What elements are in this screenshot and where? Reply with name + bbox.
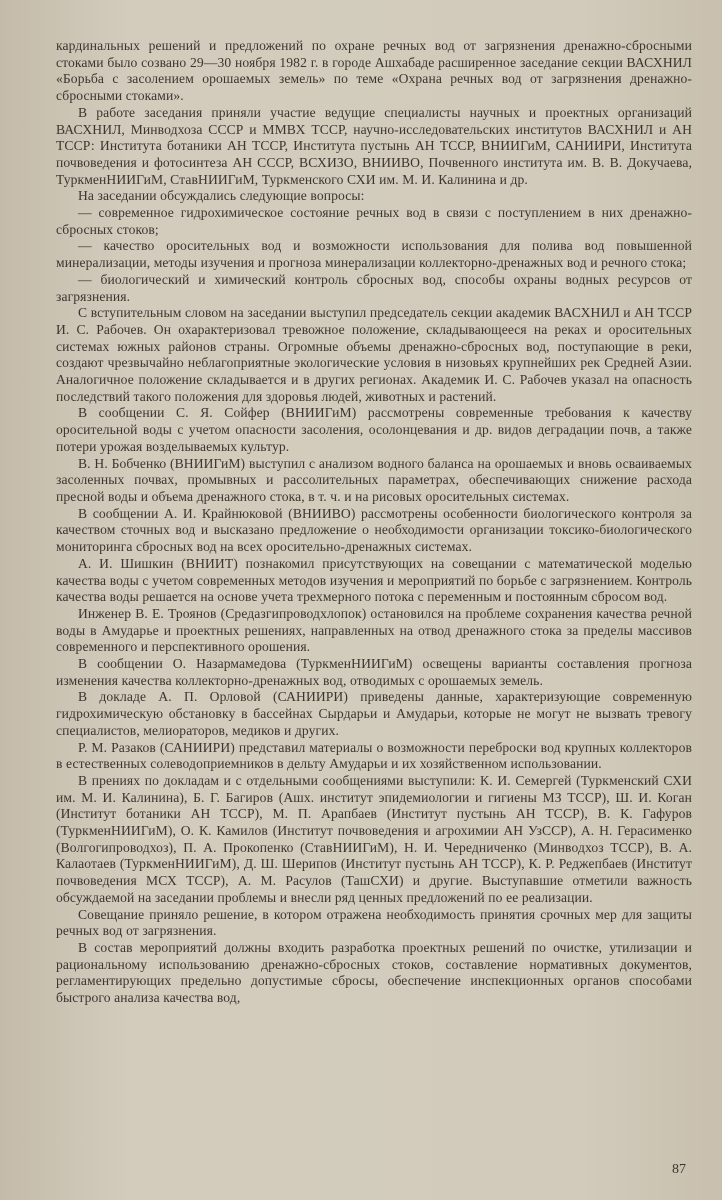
paragraph: Инженер В. Е. Троянов (Средазгипроводхлопок) остановился на проблеме сохранения качества речной воды в Амударье и проектных решениях, направленных на отвод дренажного стока за пределы массивов современного и перспективного орошения.: [56, 605, 692, 655]
list-item: — современное гидрохимическое состояние речных вод в связи с поступлением в них дренажно-сбросных стоков;: [56, 205, 692, 237]
paragraph: В. Н. Бобченко (ВНИИГиМ) выступил с анализом водного баланса на орошаемых и вновь осваиваемых засоленных почвах, промывных и рассолительных параметрах, обеспечивающих снижение расхода пресной воды и объема дренажного стока, в т. ч. и на рисовых оросительных системах.: [56, 455, 692, 504]
list-item: — качество оросительных вод и возможности использования для полива вод повышенной минерализации, методы изучения и прогноза минерализации коллекторно-дренажных вод и речного стока;: [56, 238, 692, 271]
body-text: [56, 38, 692, 1007]
paragraph: В сообщении О. Назармамедова (ТуркменНИИГиМ) освещены варианты составления прогноза изменения качества коллекторно-дренажных вод, отводимых с орошаемых земель.: [56, 656, 692, 688]
paragraph: В докладе А. П. Орловой (САНИИРИ) приведены данные, характеризующие современную гидрохимическую обстановку в бассейнах Сырдарьи и Амударьи, которые не могут не вызвать тревогу специалистов, мелиораторов, медиков и других.: [56, 689, 692, 738]
paragraph: В прениях по докладам и с отдельными сообщениями выступили: К. И. Семергей (Туркменский СХИ им. М. И. Калинина), Б. Г. Багиров (Ашх. институт эпидемиологии и гигиены МЗ ТССР), Ш. И. Коган (Институт ботаники АН ТССР), М. П. Арапбаев (Институт пустынь АН ТССР), В. К. Гафуров (ТуркменНИИГиМ), О. К. Камилов (Институт почвоведения и агрохимии АН УзССР), А. Н. Герасименко (Волгогипроводхоз), П. А. Прокопенко (СтавНИИГиМ), Н. И. Чередниченко (Минводхоз ТССР), В. А. Калаотаев (ТуркменНИИГиМ), Д. Ш. Шерипов (Институт пустынь АН ТССР), К. Р. Реджепбаев (Институт почвоведения МСХ ТССР), А. М. Расулов (ТашСХИ) и другие. Выступавшие отметили важность обсуждаемой на заседании проблемы и внесли ряд ценных предложений по ее реализации.: [56, 772, 692, 905]
page-number: 87: [672, 1162, 686, 1177]
paragraph: Р. М. Разаков (САНИИРИ) представил материалы о возможности переброски вод крупных коллекторов в естественных солеводоприемников в дельту Амударьи и их хозяйственном использовании.: [56, 739, 692, 772]
paragraph: А. И. Шишкин (ВНИИТ) познакомил присутствующих на совещании с математической моделью качества воды с учетом современных методов изучения и мероприятий по борьбе с загрязнением. Контроль качества воды решается на основе учета трехмерного потока с переменным и постоянным сбросом вод.: [56, 555, 692, 605]
paragraph: Совещание приняло решение, в котором отражена необходимость принятия срочных мер для защиты речных вод от загрязнения.: [56, 906, 692, 939]
paragraph: В работе заседания приняли участие ведущие специалисты научных и проектных организаций ВАСХНИЛ, Минводхоза СССР и ММВХ ТССР, научно-исследовательских институтов ВАСХНИЛ и АН ТССР: Института ботаники АН ТССР, Института пустынь АН ТССР, ВНИИГиМ, САНИИРИ, Института почвоведения и фотосинтеза АН СССР, ВСХИЗО, ВНИИВО, Почвенного института им. В. В. Докучаева, ТуркменНИИГиМ, СтавНИИГиМ, Туркменского СХИ им. М. И. Калинина и др.: [56, 104, 692, 187]
paragraph: кардинальных решений и предложений по охране речных вод от загрязнения дренажно-сбросными стоками было созвано 29—30 ноября 1982 г. в городе Ашхабаде расширенное заседание секции ВАСХНИЛ «Борьба с засолением орошаемых земель» по теме «Охрана речных вод от загрязнения дренажно-сбросными стоками».: [56, 38, 692, 104]
list-item: — биологический и химический контроль сбросных вод, способы охраны водных ресурсов от загрязнения.: [56, 271, 692, 304]
paragraph: В сообщении С. Я. Сойфер (ВНИИГиМ) рассмотрены современные требования к качеству оросительной воды с учетом опасности засоления, осолонцевания и др. видов деградации почв, а также потери урожая возделываемых культур.: [56, 405, 692, 454]
paragraph: В сообщении А. И. Крайнюковой (ВНИИВО) рассмотрены особенности биологического контроля за качеством сточных вод и высказано предложение о необходимости организации токсико-биологического мониторинга сбросных вод на всех оросительно-дренажных системах.: [56, 505, 692, 555]
paragraph: На заседании обсуждались следующие вопросы:: [78, 188, 365, 204]
paragraph: С вступительным словом на заседании выступил председатель секции академик ВАСХНИЛ и АН ТССР И. С. Рабочев. Он охарактеризовал тревожное положение, складывающееся на реках и оросительных системах южных районов страны. Огромные объемы дренажно-сбросных вод, поступающие в реки, создают чрезвычайно неблагоприятные экологические условия в низовьях крупнейших рек Средней Азии. Аналогичное положение складывается и в других регионах. Академик И. С. Рабочев указал на опасность последствий такого положения для здоровья людей, животных и растений.: [56, 305, 692, 404]
paragraph: В состав мероприятий должны входить разработка проектных решений по очистке, утилизации и рациональному использованию дренажно-сбросных стоков, составление нормативных документов, регламентирующих предельно допустимые сбросы, обеспечение инспекционных органов способами быстрого анализа качества вод,: [56, 939, 692, 1006]
